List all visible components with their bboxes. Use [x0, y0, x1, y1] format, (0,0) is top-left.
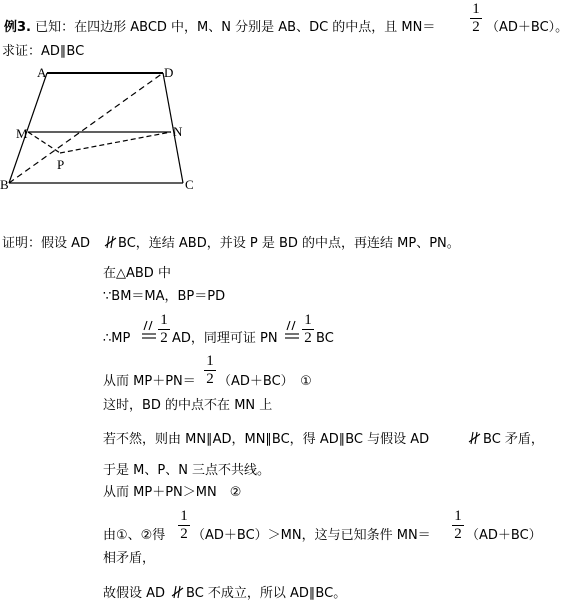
line9-fraction-1: [178, 509, 190, 542]
label-c: C: [185, 177, 194, 192]
fraction-numerator: 1: [206, 353, 214, 369]
proof-line-9c: （AD＋BC）: [466, 528, 542, 543]
side-ab: [9, 73, 47, 183]
label-p: P: [57, 157, 65, 172]
proof-line-3b: AD，同理可证 PN: [172, 331, 278, 346]
label-a: A: [37, 65, 47, 80]
line3-fraction-2: [302, 313, 314, 346]
proof-line-8: 从而 MP＋PN＞MN ②: [103, 485, 242, 500]
proof-line-4b: （AD＋BC） ①: [218, 374, 312, 389]
fraction-numerator: 1: [304, 312, 312, 328]
line4-fraction: [204, 354, 216, 387]
not-parallel-symbol: [104, 234, 118, 250]
not-parallel-symbol: [468, 430, 482, 446]
proof-line-1: 在△ABD 中: [103, 266, 171, 281]
proof-line-7: 于是 M、P、N 三点不共线。: [103, 463, 271, 478]
proof-line-3c: BC: [316, 331, 334, 346]
fraction-denominator: 2: [454, 526, 462, 542]
segment-mp: [28, 132, 60, 153]
proof-intro-a: 证明：假设 AD: [2, 236, 91, 251]
label-b: B: [0, 177, 9, 192]
prove-line: 求证：AD∥BC: [2, 44, 85, 59]
fraction-denominator: 2: [304, 330, 312, 346]
problem-statement-b: （AD＋BC）。: [486, 20, 569, 35]
fraction-numerator: 1: [180, 508, 188, 524]
label-m: M: [16, 126, 28, 141]
line9-fraction-2: [452, 509, 464, 542]
proof-line-11b: BC 不成立，所以 AD∥BC。: [186, 586, 347, 601]
problem-label: 例3.: [4, 20, 31, 35]
proof-line-11a: 故假设 AD: [103, 586, 166, 601]
fraction-numerator: 1: [160, 312, 168, 328]
proof-line-5: 这时，BD 的中点不在 MN 上: [103, 398, 273, 413]
proof-line-3a: ∴MP: [103, 331, 131, 346]
proof-line-9a: 由①、②得: [103, 528, 166, 543]
not-parallel-symbol: [171, 584, 185, 600]
fraction-denominator: 2: [160, 330, 168, 346]
quadrilateral-figure: [0, 62, 220, 192]
fraction-numerator: 1: [472, 1, 480, 17]
proof-line-10: 相矛盾，: [103, 551, 156, 566]
proof-line-9b: （AD＋BC）＞MN，这与已知条件 MN＝: [192, 528, 431, 543]
proof-line-2: ∵BM＝MA，BP＝PD: [103, 289, 226, 304]
diagonal-bd: [9, 73, 163, 183]
fraction-denominator: 2: [472, 19, 480, 35]
problem-statement-a: 已知：在四边形 ABCD 中，M、N 分别是 AB、DC 的中点，且 MN＝: [35, 20, 436, 35]
problem-fraction: [470, 2, 482, 35]
fraction-denominator: 2: [206, 371, 214, 387]
problem-line: [4, 20, 435, 36]
label-d: D: [164, 65, 174, 80]
proof-line-6b: BC 矛盾，: [483, 432, 544, 447]
proof-intro-b: BC，连结 ABD，并设 P 是 BD 的中点，再连结 MP、PN。: [118, 236, 460, 251]
label-n: N: [173, 124, 183, 139]
fraction-denominator: 2: [180, 526, 188, 542]
proof-line-4a: 从而 MP＋PN＝: [103, 374, 196, 389]
line3-fraction-1: [158, 313, 170, 346]
parallel-equal-symbol: [284, 319, 300, 341]
fraction-numerator: 1: [454, 508, 462, 524]
proof-line-6a: 若不然，则由 MN∥AD，MN∥BC，得 AD∥BC 与假设 AD: [103, 432, 430, 447]
parallel-equal-symbol: [141, 319, 157, 341]
